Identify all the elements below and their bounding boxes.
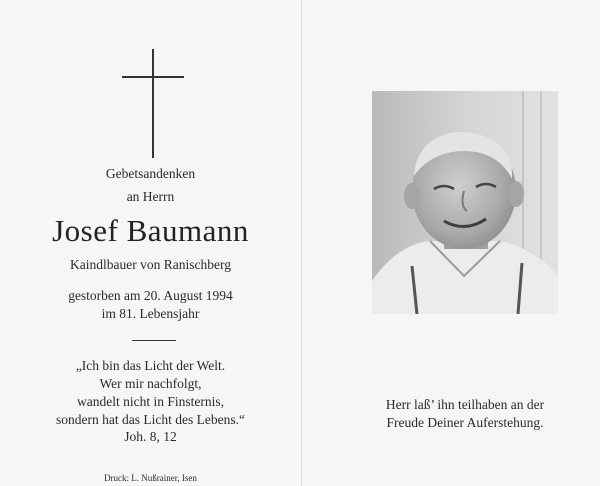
quote-line-2: Wer mir nachfolgt, [99,376,202,391]
prayer-line-1: Herr laß’ ihn teilhaben an der [385,397,545,412]
quote-line-3: wandelt nicht in Finsternis, [77,394,224,409]
quote-line-4: sondern hat das Licht des Lebens.“ [56,412,245,427]
subtitle: Kaindlbauer von Ranischberg [70,257,231,272]
heading-line-1: Gebetsandenken [105,166,196,181]
portrait-image [372,91,558,314]
death-date: gestorben am 20. August 1994 [68,288,233,303]
card-fold-line [301,0,302,486]
prayer-line-2: Freude Deiner Auferstehung. [386,415,544,430]
portrait-photo [372,91,558,314]
printer-credit: Druck: L. Nußrainer, Isen [104,473,197,483]
divider-rule [132,340,176,341]
quote-line-1: „Ich bin das Licht der Welt. [75,358,226,373]
quote-reference: Joh. 8, 12 [124,429,177,444]
age-at-death: im 81. Lebensjahr [101,306,200,321]
cross-icon [122,49,184,158]
heading-line-2: an Herrn [126,189,175,204]
deceased-name: Josef Baumann [52,213,249,248]
